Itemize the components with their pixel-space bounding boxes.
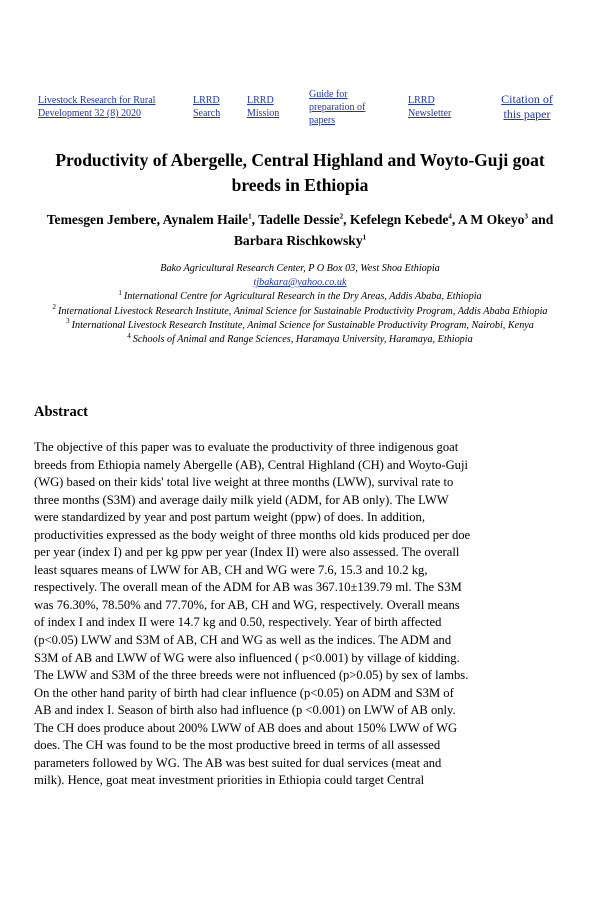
affiliation-mark: 3 bbox=[524, 212, 528, 221]
abstract-line: three months (S3M) and average daily milk yield (ADM, for AB only). The LWW bbox=[34, 492, 449, 507]
author-name: Temesgen Jembere bbox=[46, 212, 157, 227]
abstract-line: (WG) based on their kids' total live weight at three months (LWW), survival rate to bbox=[34, 475, 454, 490]
abstract-line: does. The CH was found to be the most productive breed in terms of all assessed bbox=[34, 738, 441, 753]
abstract-line: The objective of this paper was to evaluate the productivity of three indigenous goat bbox=[34, 440, 459, 454]
affiliation-mark: 2 bbox=[339, 212, 344, 221]
affiliation-mark: 1 bbox=[248, 212, 252, 221]
abstract-line: S3M of AB and LWW of WG were also influenced ( p<0.001) by village of kidding. bbox=[34, 650, 460, 665]
affiliation-text: Schools of Animal and Range Sciences, Haramaya University, Haramaya, Ethiopia bbox=[132, 334, 473, 346]
author-name: Aynalem Haile bbox=[162, 212, 249, 227]
journal-issue-link[interactable]: Livestock Research for Rural Development 32 (8) 2020 bbox=[38, 95, 156, 119]
affiliation-mark: 4 bbox=[127, 331, 131, 340]
author-email-link[interactable]: tjbakara@yahoo.co.uk bbox=[253, 277, 347, 289]
author-name: Tadelle Dessie bbox=[258, 212, 340, 227]
lrrd-search-link[interactable]: LRRD Search bbox=[193, 95, 221, 119]
abstract-line: AB and index I. Season of birth also had influence (p <0.001) on LWW of AB only. bbox=[34, 703, 456, 718]
abstract-line: The CH does produce about 200% LWW of AB does and about 150% LWW of WG bbox=[34, 720, 458, 735]
affiliation-item bbox=[40, 319, 560, 333]
author-list: Temesgen Jembere, Aynalem Haile$^1$, Tadelle Dessie$^2$, Kefelegn Kebede$^4$, A M Okeyo$^3$ and Barbara Rischkowsky$^1$ bbox=[46, 212, 554, 248]
top-navigation bbox=[38, 88, 568, 128]
affiliation-mark: 2 bbox=[52, 303, 56, 312]
abstract-line: productivities expressed as the body weight of three months old kids produced per doe bbox=[34, 527, 471, 542]
abstract-heading: Abstract bbox=[34, 404, 88, 420]
abstract-line: per year (index I) and per kg ppw per year (Index II) were also assessed. The overall bbox=[34, 545, 460, 560]
primary-affiliation: Bako Agricultural Research Center, P O Box 03, West Shoa Ethiopia bbox=[160, 263, 440, 274]
abstract-line: (p<0.05) LWW and S3M of AB, CH and WG as well as the indices. The ADM and bbox=[34, 633, 452, 648]
affiliations bbox=[40, 262, 560, 347]
abstract-line: On the other hand parity of birth had clear influence (p<0.05) on ADM and S3M of bbox=[34, 685, 454, 700]
paper-title: Productivity of Abergelle, Central Highland and Woyto-Guji goat breeds in Ethiopia bbox=[55, 150, 545, 195]
author-name: A M Okeyo bbox=[457, 212, 525, 227]
lrrd-mission-link[interactable]: LRRD Mission bbox=[247, 95, 280, 119]
abstract-line: of index I and index II were 14.7 kg and 0.50, respectively. Year of birth affected bbox=[34, 615, 442, 630]
affiliation-item bbox=[40, 305, 560, 319]
abstract-line: were standardized by year and post partum weight (ppw) of does. In addition, bbox=[34, 510, 425, 525]
abstract-line: The LWW and S3M of the three breeds were not influenced (p>0.05) by sex of lambs. bbox=[34, 668, 469, 683]
affiliation-mark: 1 bbox=[118, 289, 122, 298]
citation-link[interactable]: Citation of this paper bbox=[501, 92, 553, 121]
affiliation-mark: 4 bbox=[448, 212, 452, 221]
affiliation-item bbox=[40, 290, 560, 304]
affiliation-item bbox=[40, 333, 560, 347]
affiliation-text: International Livestock Research Institute, Animal Science for Sustainable Productivity Program, Addis Ababa Ethiopia bbox=[58, 305, 548, 317]
affiliation-mark: 3 bbox=[66, 317, 70, 326]
abstract-line: milk). Hence, goat meat investment priorities in Ethiopia could target Central bbox=[34, 773, 425, 788]
affiliation-text: International Livestock Research Institute, Animal Science for Sustainable Productivity Program, Nairobi, Kenya bbox=[71, 319, 534, 331]
abstract-line: was 76.30%, 78.50% and 77.70%, for AB, CH and WG, respectively. Overall means bbox=[34, 597, 460, 612]
author-name: Barbara Rischkowsky bbox=[233, 233, 363, 248]
author-name: Kefelegn Kebede bbox=[349, 212, 449, 227]
abstract-line: parameters followed by WG. The AB was best suited for dual services (meat and bbox=[34, 755, 442, 770]
abstract-line: breeds from Ethiopia namely Abergelle (AB), Central Highland (CH) and Woyto-Guji bbox=[34, 457, 468, 472]
author-guide-link[interactable]: Guide for preparation of papers bbox=[309, 89, 366, 126]
affiliation-mark: 1 bbox=[362, 233, 367, 242]
affiliation-text: International Centre for Agricultural Research in the Dry Areas, Addis Ababa, Ethiopia bbox=[123, 291, 482, 303]
abstract-line: least squares means of LWW for AB, CH and WG were 7.6, 15.3 and 10.2 kg, bbox=[34, 562, 428, 577]
abstract-line: respectively. The overall mean of the ADM for AB was 367.10±139.79 ml. The S3M bbox=[34, 580, 462, 595]
abstract-body bbox=[34, 439, 566, 790]
lrrd-newsletter-link[interactable]: LRRD Newsletter bbox=[408, 95, 452, 119]
